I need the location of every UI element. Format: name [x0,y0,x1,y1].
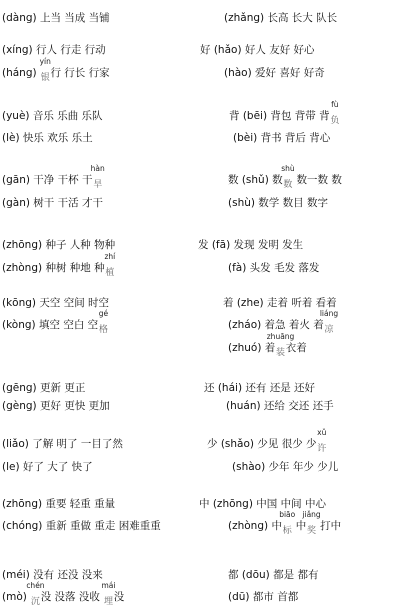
hanzi-below: 埋 [103,597,113,607]
entry-line [2,43,106,57]
pinyin-annotated-char [39,57,51,83]
entry-line [2,399,110,413]
hanzi-below: 标 [282,526,292,536]
entry-text: (le) 好了 大了 快了 [2,461,93,473]
pinyin-annotated-char [317,428,328,454]
entry-text: (shào) 少年 年少 少儿 [232,461,339,473]
entry-text: (chóng) 重新 重做 重走 困难重重 [2,520,161,532]
pinyin-label: fù [331,100,339,109]
entry-line [2,460,93,474]
entry-line [204,381,315,395]
entry-line [228,568,318,582]
entry-line [2,568,103,582]
entry-line [2,109,103,123]
entry-line [228,196,328,210]
entry-line [2,381,85,395]
pinyin-annotated-char [266,332,295,358]
entry-line [2,519,161,533]
entry-line [2,57,110,83]
entry-text: 都 (dōu) 都是 都有 [228,569,319,581]
entry-line [224,11,337,25]
hanzi-below: 格 [98,325,108,335]
entry-text: 好 (hǎo) 好人 友好 好心 [200,44,315,56]
hanzi-below: 凉 [324,325,334,335]
pinyin-label: chén [26,581,45,590]
hanzi-below: 旱 [93,180,103,190]
pinyin-annotated-char [104,252,116,278]
entry-text: (zhōng) 重要 轻重 重量 [2,498,116,510]
entry-text: (mò) [2,591,31,603]
entry-text: (gēng) 更新 更正 [2,382,86,394]
pinyin-annotated-char [281,164,295,190]
entry-text: (hào) 爱好 喜好 好奇 [224,67,325,79]
entry-line [229,100,340,126]
pinyin-annotated-char [98,309,109,335]
pinyin-label: jiǎng [302,510,321,519]
pinyin-annotated-char [279,510,296,536]
entry-line [228,309,339,335]
entry-text: (dàng) 上当 当成 当铺 [2,12,110,24]
entry-line [232,460,338,474]
entry-text: (lè) 快乐 欢乐 乐土 [2,132,93,144]
entry-line [228,164,342,190]
entry-text: (zhǎng) 长高 长大 队长 [224,12,338,24]
entry-line [228,510,342,536]
entry-line [2,11,110,25]
entry-text: (shù) 数学 数目 数字 [228,197,328,209]
pinyin-annotated-char [90,164,105,190]
entry-line [2,131,93,145]
hanzi-below: 沉 [30,597,40,607]
pinyin-annotated-char [101,581,116,607]
pinyin-annotated-char [302,510,321,536]
entry-text: (dū) 都市 首都 [228,591,299,603]
entry-text: 数 (shǔ) 数 [228,174,283,186]
entry-text: (bèi) 背书 背后 背心 [233,132,331,144]
entry-text: 着 (zhe) 走着 听着 看着 [223,297,337,309]
entry-line [199,497,326,511]
entry-text: (zháo) 着急 着火 着 [228,319,324,331]
entry-text: 没 [113,591,125,603]
entry-text: (liǎo) 了解 明了 一目了然 [2,438,123,450]
pinyin-label: shù [281,164,295,173]
pinyin-label: gé [98,309,109,318]
hanzi-below: 银 [40,73,50,83]
pinyin-label: hàn [90,164,105,173]
entry-text: (zhòng) 中 [228,520,282,532]
pinyin-annotated-char [330,100,341,126]
entry-text: (xíng) 行人 行走 行动 [2,44,106,56]
pinyin-label: biāo [279,510,296,519]
entry-text: (yuè) 音乐 乐曲 乐队 [2,110,103,122]
entry-line [228,261,319,275]
entry-text: 少 (shǎo) 少见 很少 少 [207,438,317,450]
entry-text: 发 (fā) 发现 发明 发生 [198,239,304,251]
entry-line [2,309,109,335]
pinyin-label: zhí [104,252,116,261]
entry-text: (gèng) 更好 更快 更加 [2,400,110,412]
pinyin-annotated-char [319,309,339,335]
pinyin-label: mái [101,581,116,590]
entry-text: (zhòng) 种树 种地 种 [2,262,105,274]
entry-text: 背 (bēi) 背包 背带 背 [229,110,330,122]
hanzi-below: 许 [317,444,327,454]
entry-line [2,581,125,607]
entry-line [198,238,303,252]
entry-line [200,43,315,57]
entry-line [233,131,330,145]
hanzi-below: 植 [105,268,115,278]
entry-line [2,437,123,451]
entry-line [2,296,109,310]
entry-line [2,252,116,278]
entry-line [228,332,307,358]
entry-text: 数一数 数 [293,174,342,186]
entry-line [2,497,115,511]
pinyin-label: liáng [319,309,339,318]
entry-text: 中 [292,520,307,532]
pinyin-label: zhuāng [266,332,295,341]
pinyin-annotated-char [26,581,45,607]
entry-line [224,66,325,80]
hanzi-below: 数 [283,180,293,190]
entry-text: (zhōng) 种子 人种 物种 [2,239,116,251]
entry-text: 衣着 [285,342,307,354]
entry-line [207,428,327,454]
entry-text: (fà) 头发 毛发 落发 [228,262,320,274]
entry-line [228,590,298,604]
entry-text: 还 (hái) 还有 还是 还好 [204,382,316,394]
hanzi-below: 负 [330,116,340,126]
entry-text: (zhuó) 着 [228,342,276,354]
entry-text: (kòng) 填空 空白 空 [2,319,99,331]
entry-line [2,238,115,252]
entry-text: (gān) 干净 干杯 干 [2,174,93,186]
entry-line [2,196,103,210]
entry-text: (huán) 还给 交还 还手 [226,400,334,412]
entry-line [223,296,337,310]
entry-text: 没 没落 没收 [40,591,104,603]
entry-text: (háng) [2,67,40,79]
entry-text: 中 (zhōng) 中国 中间 中心 [199,498,326,510]
hanzi-below: 奖 [307,526,317,536]
entry-line [226,399,334,413]
entry-text: (kōng) 天空 空间 时空 [2,297,110,309]
entry-text: 打中 [316,520,342,532]
pinyin-label: yín [39,57,51,66]
pinyin-label: xǔ [317,428,327,437]
hanzi-below: 装 [276,348,286,358]
entry-text: (méi) 没有 还没 没来 [2,569,103,581]
entry-text: (gàn) 树干 干活 才干 [2,197,103,209]
entry-text: 行 行长 行家 [50,67,110,79]
entry-line [2,164,105,190]
